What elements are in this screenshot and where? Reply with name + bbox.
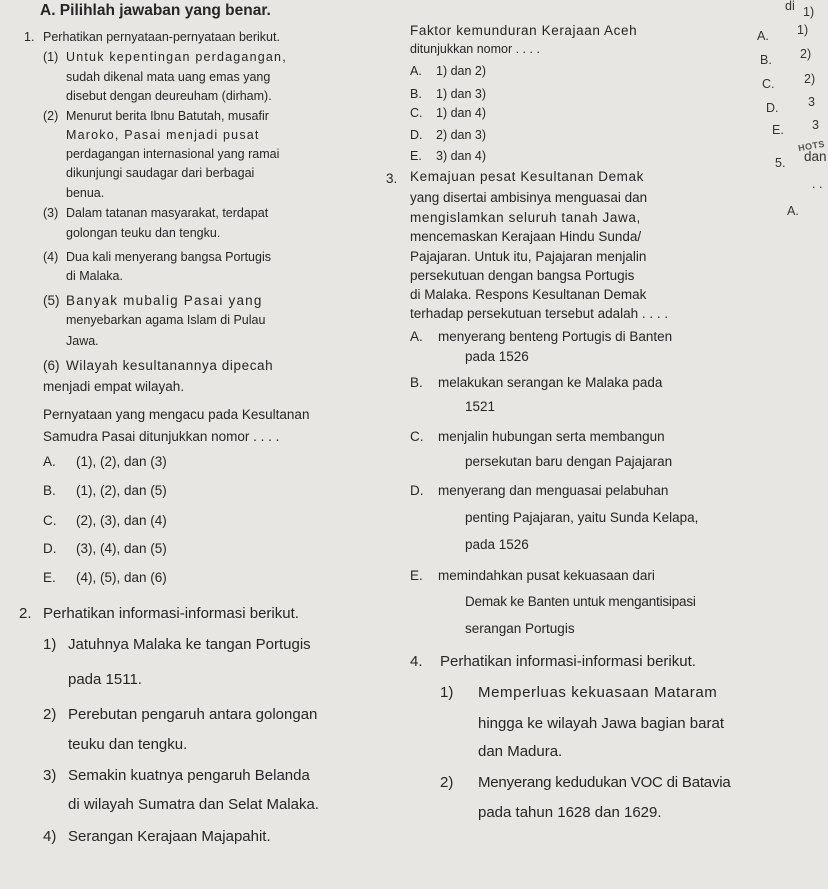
q1-option-e-letter: E. [43,570,56,585]
q2-option-d-letter: D. [410,128,423,142]
q1-question-line1: Pernyataan yang mengacu pada Kesultanan [43,407,310,422]
q2-item-2-line1: Perebutan pengaruh antara golongan [68,706,318,723]
q1-statement-5-label: (5) [43,293,60,308]
q3-stem-line6: persekutuan dengan bangsa Portugis [410,268,635,283]
q3-option-e-line2: Demak ke Banten untuk mengantisipasi [465,594,696,609]
q1-question-line2: Samudra Pasai ditunjukkan nomor . . . . [43,429,280,444]
q1-statement-2-line2: Maroko, Pasai menjadi pusat [66,128,260,142]
hots-badge: HOTS [797,138,826,154]
q4-stem: Perhatikan informasi-informasi berikut. [440,653,696,670]
q1-statement-1-line1: Untuk kepentingan perdagangan, [66,50,287,64]
q2-option-a-letter: A. [410,64,422,78]
q1-statement-5-line2: menyebarkan agama Islam di Pulau [66,313,266,327]
q1-option-c-letter: C. [43,513,57,528]
q4-item-2-line1: Menyerang kedudukan VOC di Batavia [478,774,731,791]
q1-statement-3-line2: golongan teuku dan tengku. [66,226,221,240]
q3-option-d-letter: D. [410,483,424,498]
q1-statement-2-line1: Menurut berita Ibnu Batutah, musafir [66,109,269,123]
edge-next-option: A. [787,204,799,218]
q2-item-3-line1: Semakin kuatnya pengaruh Belanda [68,767,310,784]
q1-statement-4-label: (4) [43,250,59,264]
section-title: A. Pilihlah jawaban yang benar. [40,2,271,19]
q3-stem-line5: Pajajaran. Untuk itu, Pajajaran menjalin [410,249,647,264]
q2-option-b-text: 1) dan 3) [436,87,487,101]
q1-statement-1-label: (1) [43,50,59,64]
q3-option-e-letter: E. [410,568,423,583]
edge-q5-number: 5. [775,156,786,170]
edge-top-fragment: di [785,0,795,13]
q1-option-d-text: (3), (4), dan (5) [76,541,167,556]
q1-option-d-letter: D. [43,541,57,556]
edge-option-e-text: 3 [812,118,819,132]
q1-option-b-letter: B. [43,483,56,498]
q1-statement-1-line3: disebut dengan deureuham (dirham). [66,89,272,103]
q3-stem-line3: mengislamkan seluruh tanah Jawa, [410,210,641,225]
q1-stem: Perhatikan pernyataan-pernyataan berikut. [43,30,280,44]
edge-option-c-text: 2) [804,72,816,86]
q3-stem-line2: yang disertai ambisinya menguasai dan [410,190,648,205]
q3-stem-line7: di Malaka. Respons Kesultanan Demak [410,287,647,302]
q2-item-3-label: 3) [43,767,57,784]
q2-option-e-letter: E. [410,149,422,163]
q1-statement-2-line4: dikunjungi saudagar dari berbagai [66,166,255,180]
q2-option-c-letter: C. [410,106,423,120]
q1-statement-2-line5: benua. [66,186,105,200]
q3-option-e-line3: serangan Portugis [465,621,575,636]
q4-item-2-line2: pada tahun 1628 dan 1629. [478,804,662,821]
q1-statement-6-label: (6) [43,358,60,373]
q2-continued-line2: ditunjukkan nomor . . . . [410,42,540,56]
edge-q5-text: dan [804,149,827,164]
edge-option-b-letter: B. [760,53,772,67]
q2-item-2-line2: teuku dan tengku. [68,736,188,753]
q4-item-1-label: 1) [440,684,454,701]
edge-top-number: 1) [803,5,815,19]
q1-statement-2-line3: perdagangan internasional yang ramai [66,147,280,161]
edge-option-b-text: 2) [800,47,812,61]
edge-option-d-text: 3 [808,95,815,109]
q3-option-d-line2: penting Pajajaran, yaitu Sunda Kelapa, [465,510,699,525]
q1-statement-1-line2: sudah dikenal mata uang emas yang [66,70,271,84]
q3-number: 3. [386,171,398,186]
q1-option-e-text: (4), (5), dan (6) [76,570,167,585]
edge-option-d-letter: D. [766,101,779,115]
q1-statement-2-label: (2) [43,109,59,123]
q2-item-4-label: 4) [43,828,57,845]
q3-option-d-line1: menyerang dan menguasai pelabuhan [438,483,669,498]
q3-option-a-letter: A. [410,329,423,344]
q3-option-e-line1: memindahkan pusat kekuasaan dari [438,568,655,583]
q1-statement-3-line1: Dalam tatanan masyarakat, terdapat [66,206,269,220]
q1-option-c-text: (2), (3), dan (4) [76,513,167,528]
edge-option-c-letter: C. [762,77,775,91]
q4-item-1-line1: Memperluas kekuasaan Mataram [478,684,718,701]
q4-item-1-line2: hingga ke wilayah Jawa bagian barat [478,715,724,732]
q2-number: 2. [19,605,32,622]
q3-option-b-letter: B. [410,375,423,390]
q2-stem: Perhatikan informasi-informasi berikut. [43,605,299,622]
q3-option-c-line2: persekutan baru dengan Pajajaran [465,454,673,469]
q2-option-b-letter: B. [410,87,422,101]
q3-stem-line8: terhadap persekutuan tersebut adalah . . . . [410,306,669,321]
q2-option-a-text: 1) dan 2) [436,64,487,78]
q1-statement-5-line3: Jawa. [66,334,99,348]
q1-statement-4-line1: Dua kali menyerang bangsa Portugis [66,250,271,264]
q2-item-4-line1: Serangan Kerajaan Majapahit. [68,828,271,845]
q2-option-e-text: 3) dan 4) [436,149,487,163]
q1-statement-4-line2: di Malaka. [66,269,123,283]
q2-item-2-label: 2) [43,706,57,723]
q1-number: 1. [24,30,35,44]
q1-option-b-text: (1), (2), dan (5) [76,483,167,498]
q1-option-a-letter: A. [43,454,56,469]
q3-stem-line1: Kemajuan pesat Kesultanan Demak [410,169,644,184]
q1-statement-6-line2: menjadi empat wilayah. [43,379,185,394]
q4-item-2-label: 2) [440,774,454,791]
edge-dots: . . [812,177,823,191]
q1-statement-6-line1: Wilayah kesultanannya dipecah [66,358,274,373]
q3-option-c-letter: C. [410,429,424,444]
q2-item-3-line2: di wilayah Sumatra dan Selat Malaka. [68,796,319,813]
q2-item-1-line2: pada 1511. [68,671,142,688]
q2-option-d-text: 2) dan 3) [436,128,487,142]
q1-statement-3-label: (3) [43,206,59,220]
q1-statement-5-line1: Banyak mubalig Pasai yang [66,293,263,308]
q2-continued-line1: Faktor kemunduran Kerajaan Aceh [410,23,638,38]
q2-item-1-line1: Jatuhnya Malaka ke tangan Portugis [68,636,311,653]
edge-option-a-letter: A. [757,29,769,43]
q2-item-1-label: 1) [43,636,57,653]
q3-option-a-line1: menyerang benteng Portugis di Banten [438,329,673,344]
q2-option-c-text: 1) dan 4) [436,106,487,120]
q1-option-a-text: (1), (2), dan (3) [76,454,167,469]
q3-option-b-line2: 1521 [465,399,496,414]
q3-option-c-line1: menjalin hubungan serta membangun [438,429,665,444]
q3-stem-line4: mencemaskan Kerajaan Hindu Sunda/ [410,229,642,244]
q3-option-b-line1: melakukan serangan ke Malaka pada [438,375,663,390]
q3-option-a-line2: pada 1526 [465,349,529,364]
q3-option-d-line3: pada 1526 [465,537,529,552]
q4-number: 4. [410,653,423,670]
edge-option-a-text: 1) [797,23,809,37]
q4-item-1-line3: dan Madura. [478,743,563,760]
edge-option-e-letter: E. [772,123,784,137]
